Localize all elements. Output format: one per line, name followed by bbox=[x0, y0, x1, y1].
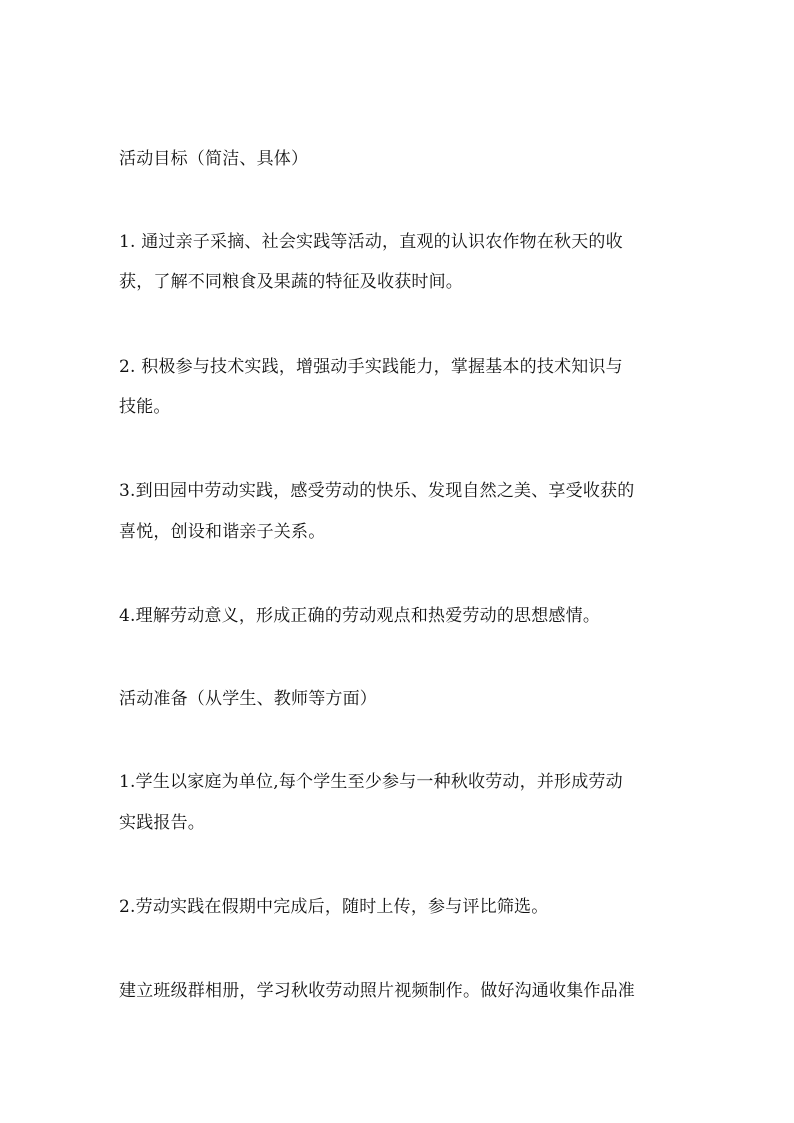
goal-2-line-2: 技能。 bbox=[119, 397, 171, 417]
prep-1-line-1: 1.学生以家庭为单位,每个学生至少参与一种秋收劳动，并形成劳动 bbox=[119, 772, 623, 792]
section-heading-goals: 活动目标（简洁、具体） bbox=[119, 149, 309, 169]
section-heading-preparation: 活动准备（从学生、教师等方面） bbox=[119, 689, 377, 709]
goal-3-line-1: 3.到田园中劳动实践，感受劳动的快乐、发现自然之美、享受收获的 bbox=[119, 481, 635, 501]
goal-2-line-1: 2. 积极参与技术实践，增强动手实践能力，掌握基本的技术知识与 bbox=[119, 357, 623, 377]
goal-1-line-1: 1. 通过亲子采摘、社会实践等活动，直观的认识农作物在秋天的收 bbox=[119, 232, 623, 252]
goal-1-line-2: 获，了解不同粮食及果蔬的特征及收获时间。 bbox=[119, 272, 463, 292]
prep-1-line-2: 实践报告。 bbox=[119, 813, 205, 833]
goal-4-line-1: 4.理解劳动意义，形成正确的劳动观点和热爱劳动的思想感情。 bbox=[119, 606, 601, 626]
prep-3-line-1: 建立班级群相册，学习秋收劳动照片视频制作。做好沟通收集作品准 bbox=[119, 981, 635, 1001]
prep-2-line-1: 2.劳动实践在假期中完成后，随时上传，参与评比筛选。 bbox=[119, 897, 549, 917]
goal-3-line-2: 喜悦，创设和谐亲子关系。 bbox=[119, 522, 326, 542]
